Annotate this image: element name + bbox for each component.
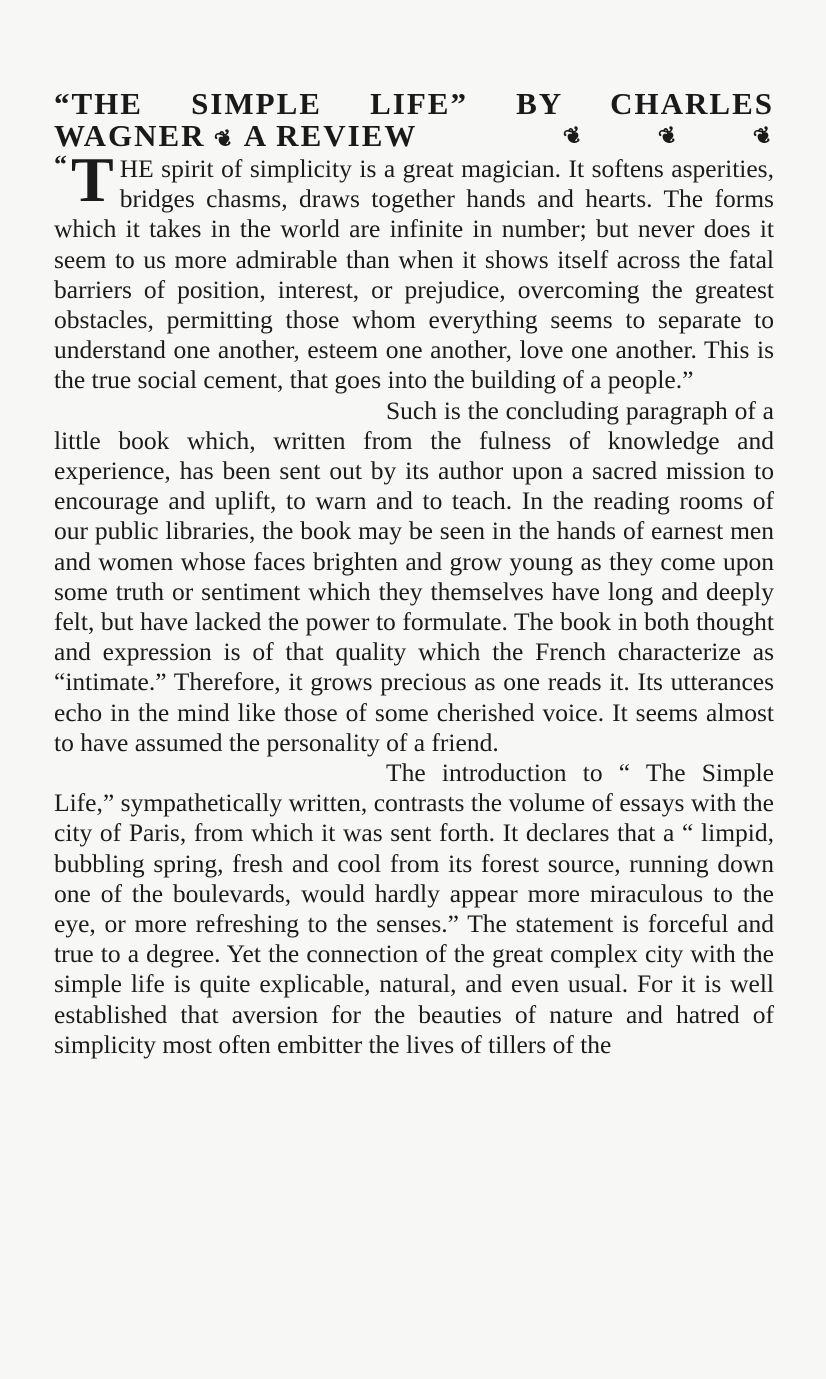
leaf-ornament-icon: ❦ [654,120,683,151]
paragraph-quote-text: HE spirit of simplicity is a great magician. It softens asperities, bridges chasms, draws together hands and hearts. The forms which it takes in the world are infinite in number; but never does it seem to us more admirable than when it shows itself across the fatal barriers of position, interest, or prejudice, overcoming the greatest obstacles, permitting those whom everything seems to separate to understand one another, esteem one another, love one another. This is the true social cement, that goes into the building of a people.” [54,154,774,395]
title-line-2 [54,118,778,154]
article-body [54,144,774,1060]
leaf-ornament-icon: ❦ [749,120,778,151]
opening-quote-mark: “ [54,150,67,179]
paragraph-review-intro: Such is the concluding paragraph of a little book which, written from the fulness of knowledge and experience, has been sent out by its author upon a sacred mission to encourage and uplift, to warn and to teach. In the reading rooms of our public libraries, the book may be seen in the hands of earnest men and women whose faces brighten and grow young as they come upon some truth or sentiment which they themselves have long and deeply felt, but have lacked the power to formulate. The book in both thought and expression is of that quality which the French characterize as “intimate.” Therefore, it grows precious as one reads it. Its utterances echo in the mind like those of some cherished voice. It seems almost to have assumed the personality of a friend. [54,395,774,757]
article-title [54,86,778,154]
leaf-ornament-icon: ❦ [211,123,240,154]
article-page [54,86,778,1060]
title-line-1: “THE SIMPLE LIFE” BY CHARLES [54,86,774,121]
drop-cap-block [54,144,114,215]
drop-cap-letter: T [71,144,114,215]
leaf-ornament-icon: ❦ [560,120,588,151]
paragraph-introduction: The introduction to “ The Simple Life,” sympathetically written, contrasts the volume of essays with the city of Paris, from which it was sent forth. It declares that a “ limpid, bubbling spring, fresh and cool from its forest source, running down one of the boulevards, would hardly appear more miraculous to the eye, or more refreshing to the senses.” The statement is forceful and true to a degree. Yet the connection of the great complex city with the simple life is quite explicable, natural, and even usual. For it is well established that aversion for the beauties of nature and hatred of simplicity most often embitter the lives of tillers of the [54,758,774,1059]
paragraph-quote [54,144,774,396]
ornament-row [560,120,778,152]
title-author-surname: WAGNER [54,118,206,153]
title-review-label: A REVIEW [243,118,418,153]
